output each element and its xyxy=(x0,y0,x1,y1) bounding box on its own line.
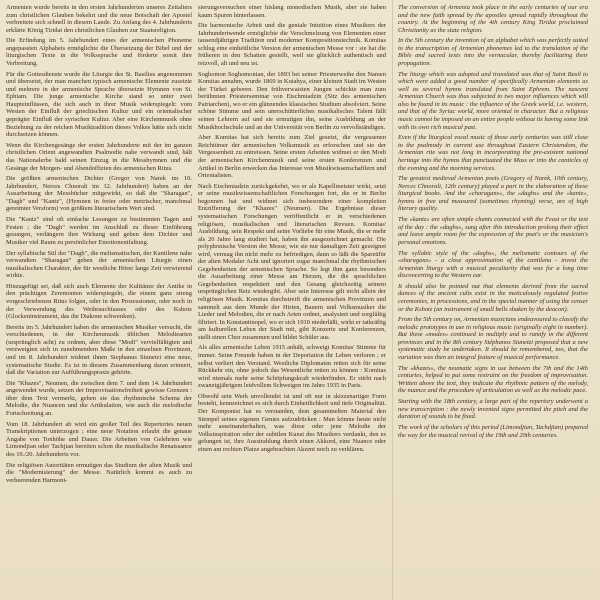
english-text-column-right xyxy=(398,4,588,598)
german-text-column-left xyxy=(6,4,192,598)
paragraph: It should also be pointed out that elements derived from the sacred dances of the ancient cults exist in the meticulously regulated festive ceremonies, in processions, and in the special manner of using the censer or the Kshotz (an instrument of small bells shaken by the deacon). xyxy=(398,282,588,313)
paragraph: Die Erfindung im 5. Jahrhundert eines der armenischen Phoneme angepassten Alphabets ermöglichte die Übersetzung der Bibel und der liturgischen Texte in die Volkssprache und förderte somit ihre Verbreitung. xyxy=(6,37,192,68)
paragraph: Die größten armenischen Dichter (Gregor von Narek im 10. Jahrhundert, Nerces Chnorali im 12. Jahrhundert) haben an der Ausarbeitung der Messbücher mitgewirkt, so daß die "Sharagan", "Dagh" und "Kantz", (Hymnen in freier oder metrischer, manchmal gereimter Versform) von größtem literarischem Wert sind. xyxy=(6,175,192,213)
paragraph: The «khazes», the neumatic signs in use between the 7th and the 14th centuries, helped to put some restraint on the freedom of improvisation. Written above the text, they indicate the rhythmic pattern of the melody, the nuance and the procedure of articulation as well as the melodic pace. xyxy=(398,364,588,395)
paragraph: In the 5th century the invention of an alphabet which was perfectly suited to the transcription of Armenian phonemes led to the translation of the Bible and sacred texts into the vernacular, thereby facilitating their propagation. xyxy=(398,37,588,68)
paragraph: Obwohl sein Werk unvollendet ist und oft nur in skizzenartiger Form besteht, kennzeichnet es sich durch Einheitlichkeit und tiefe Originalität. Der Komponist hat es verstanden, dem gesammelten Material den Stempel seines eigenen Genies aufzudrücken : Man könnte heute nicht mehr auseinanderhalten, was diese oder jene Melodie der Volksinspiration oder der subtilen Kunst des Musikers verdankt, den es gelungen ist, ihre Ausstrahlung durch einen Akkord, eine Nuance oder einen am rechten Platze angebrachten Akzent noch zu verklären. xyxy=(198,392,386,453)
paragraph: The greatest medieval Armenian poets (Gregory of Narek, 10th century, Nerces Chnorali, 12th century) played a part in the elaboration of these liturgical books. And the «charagans», the «daghs» and the «kantz», hymns in free and measured (sometimes rhyming) verse, are of high literary quality. xyxy=(398,175,588,213)
paragraph: Hinzugefügt sei, daß sich auch Elemente der Kulttänze der Antike in den prächtigen Zeremonien widerspiegeln, die einem ganz streng vorgeschriebenen Ritus folgen, oder in den Prozessionen, oder noch in der Verwendung des Weihrauchfasses oder des Kshotz (Glockeninstrument, das die Diakone schwenken). xyxy=(6,282,192,321)
paragraph: The work of the scholars of this period (Limondjian, Tachdjian) prepared the way for the musical revival of the 19th and 20th centuries. xyxy=(398,423,588,439)
paragraph: Even if the liturgical vocal music of those early centuries was still close to the psalmody in current use throughout Eastern Christendom, the Armenian rite was not long in incorporating the pre-existent national heritage into the hymns that punctuated the Mass or into the canticles of the evening and the morning services. xyxy=(398,134,588,172)
paragraph: The syllabic style of the «daghs», the melismatic contours of the «sharagans» - a close approximation of the cantilena - invest the Armenian liturgy with a musical peculiarity that was for a long time disconcerting to the Western ear. xyxy=(398,249,588,280)
paragraph: Die religiösen Autoritäten ermutigen das Studium der alten Musik und die "Modernisierung" der Messe. Natürlich kommt es auch zu verheerenden Harmoni- xyxy=(6,461,192,484)
paragraph: The conversion of Armenia took place in the early centuries of our era and the new faith spread by the apostles spread rapidly throughout the country. At the beginning of the 4th century King Tiridat proclaimed Christianity as the state religion. xyxy=(398,4,588,34)
paragraph: Starting with the 18th century, a large part of the repertory underwent a new transcription : the newly invented signs permitted the pitch and the duration of sounds to be fixed. xyxy=(398,398,588,421)
paragraph: Wenn die Kirchengesänge der ersten Jahrhunderte mit der im ganzen christlichen Orient angewandten Psalmodie nahe verwandt sind, hält das Nationalerbe bald seinen Einzug in die Messhymnen und die Gesänge der Morgen- und Abendoffizien des armenischen Ritus. xyxy=(6,141,192,172)
paragraph: From the 5th century on, Armenian musicians endeavoured to classify the melodic prototypes in use in religious music (originally eight in number). But these «modes» continued to multiply and to ramify in the different provinces and in the 8th century Stéphanos Siunetzi proposed that a new systematic study be undertaken. It should be remembered, too, that the variation was then an integral feature of musical performance. xyxy=(398,316,588,362)
paragraph: Bereits im 5. Jahrhundert haben die armenischen Musiker versucht, die verschiedenen, in der Kirchenmusik üblichen Melodiearten (ursprünglich acht) zu ordnen, aber diese "Modi" vervielfältigten und verzweigten sich in zunehmendem Maße in den einzelnen Provinzen, und im 8. Jahrhundert widmet ihnen Stephanus Siunetzi eine neue, systematische Studie. Es ist in diesem Zusammenhang daran erinnert, daß die Variation zur Aufführungspraxis gehörte. xyxy=(6,323,192,377)
paragraph: Als alles armenische Leben 1915 anhält, schweigt Komitas' Stimme für immer. Seine Freunde haben in der Deportation ihr Leben verloren ; er selbst verliert den Verstand. Westliche Diplomaten retten sich für seine Rückkehr ein, ohne jedoch das Wesentliche retten zu können : Komitas wird niemals mehr seine Schöpfungskraft wiederfinden. Er stirbt nach zwanzigjährigem leidvollem Schweigen im Jahre 1935 in Paris. xyxy=(198,344,386,390)
paragraph: The liturgy which was adopted and translated was that of Saint Basil to which were added a good number of specifically Armenian elements as well as several hymns translated from Saint Ephrem. The nascent Armenian Church was thus subjected to two major influences which will also be found in its music : the influence of the Greek world, i.e. western, and that of the Syriac world, more oriental in character. But a religious music cannot be imposed on an entire people without its having some link with its own rich musical past. xyxy=(398,70,588,131)
german-text-column-middle xyxy=(198,4,386,598)
paragraph: Der syllabische Stil der "Dagh", die melismatischen, der Kantilene nahe verwandten "Sharagan" geben der armenischen Liturgie einen musikalischen Charakter, der für westliche Hörer lange Zeit verwierend wirkte. xyxy=(6,249,192,280)
paragraph: Vom 18. Jahrhundert ab wird ein großer Teil des Repertories neuen Transkriptionen unterzogen ; eine neue Notation erlaubt die genaue Angabe von Tonhöhe und Dauer. Die Arbeiten von Gelehrten wie Limondjian oder Tachjian bereiten schon die musikalische Renaissance des 19./20. Jahrhunderts vor. xyxy=(6,420,192,458)
column-divider xyxy=(392,0,393,600)
paragraph: Die "Kantz" sind oft einfache Lesungen zu bestimmten Tagen und Festen ; die "Dagh" werden im Anschluß zu dieser Einführung gesungen, verlängern ihre Wirkung und geben dem Dichter und Musiker viel Raum zu persönlicher Emotionentfaltung. xyxy=(6,216,192,246)
paragraph: Soghomon Soghomonian, der 1893 bei seiner Priesterweihe den Namen Komitas annahm, wurde 1869 in Kutahya, einer kleinen Stadt im Westen der Türkei geboren. Den frühverwaisten Jungen schickte man zum berühmten Priesterseminar von Etschmiadzin (Sitz des armenischen Patriarchen), wo er ein glänzendes klassisches Studium absolviert. Seine schöne Stimme und sein unerschütterliches musikalisches Talent fällt seinen Lehrern auf und sie ermutigen ihn, seine Ausbildung an der Musikhochschule und an der Universität von Berlin zu vervollständigen. xyxy=(198,70,386,131)
paragraph: Aber Komitas hat sich bereits zum Ziel gesetzt, die vergessenen Reichtümer der armenischen Volksmusik zu erforschen und sie der Vergessenheit zu entreissen. Seine ersten Arbeiten widmet er den Modi der armenischen Kirchenmusik und seine ersten Konferenzen und Artikel in Berlin erwecken das Interesse von Musikwissenschaftlern und Orientalisten. xyxy=(198,134,386,180)
paragraph: Die "Khazes", Neumen, die zwischen dem 7. und dem 14. Jahrhundert angewendet wurde, setzen der Improvisationsfreiheit gewisse Grenzen : über dem Text vermerkt, geben sie das rhythmische Schema der Melodie, die Nuancen und die Artikulation, wie auch die melodische Fortschreitung an. xyxy=(6,379,192,418)
paragraph: The «kantz» are often simple chants connected with the Feast or the text of the day : the «daghs», sung after this introduction prolong their effect and leave ample room for the expression of the poet's or the musician's personal emotions. xyxy=(398,216,588,246)
paragraph: Die harmonische Arbeit und die geniale Intuition eines Musikers der Jahrhundertwende ermöglichte die Verschmelzung von Elementen einer tausendjährigen Tradition und moderner Kompositionstechnik. Komitas schlug eine einheitliche Version der armenischen Messe vor : sie hat die früheren in den Schatten gestellt, weil sie glücklich authentisch und reizvoll, alt und neu ist. xyxy=(198,22,386,68)
paragraph: sierungsversuchen einer hislang monodischen Musik, aber sie haben kaum Spuren hinterlassen. xyxy=(198,4,386,19)
paragraph: Nach Etschmiadzin zurückgekehrt, wo er als Kapellmeister wirkt, setzt er seine musikwissenschaftlichen Forschungen fort, die er in Berlin begonnen hat und widmet sich insbesondere einer kompletten Entzifferung der "Khazes" (Neumen). Die Ergebnisse dieser systematischen Forschungen veröffentlicht er in verschiedenen religiösen, musikalischen und literarischen Revuen. Komitas' Ausbildung, sein Respekt und seine Vorliebe für eine Musik, die er mehr als 20 Jahre lang studiert hat, haben ihn ausgezeichnet gemacht. Die polyphonische Version der Messe, wie sie nur damaligen Zeit gezeignet wird, vermag ihn nicht mehr zu befriedigen, dann so läßt die Sparzüfür der alten Modaler Acht und ignoriert sogar manchmal die rhythmischen Gegebenheiten der armenischen Sprache. So legt ihm ganz besonders die Ausarbeitung einer Messe am Herzen, die die sprachlichen Gegebenheiten respektiert und den Gesang gleichzeitig seinem ursprünglichen Reiz wiedergibt. Aber sein Interesse gilt nicht allein der religiösen Musik. Komitas durchstreift die armenischen Provinzen und sammelt aus dem Munde der Hirten, Bauern und Volksmusiker die Lieder und Melodien, die er nach Arten ordnet, analysiert und sorgfältig filtriert. In Konstantinopel, wo er sich 1910 niederläßt, wirkt er tatkräftig am kulturellen Leben der Stadt mit, gibt Konzerte und Konferenzen, stellt einen Chor zusammen und bildet Schüler aus. xyxy=(198,182,386,341)
paragraph: Armenien wurde bereits in den ersten Jahrhunderten unseres Zeitalters zum christlichen Glauben bekehrt und die neue Botschaft der Apostel verbreitete sich schnell in diesem Lande. Zu Anfang des 4. Jahrhunderts erklärte König Tiridat den christlichen Glauben zur Staatsreligion. xyxy=(6,4,192,34)
paragraph: Für die Gottesdienste wurde die Liturgie des St. Basilius angenommen und übersetzt, der man manchen typisch armenische Elemente zusetzte und mehrere in der armenische Sprache übersetzte Hymnen von St. Ephiam. Die junge armenische Kirche stand so unter zwei Haupteinflüssen, die sich auch in ihrer Musik widerspiegelt: vom Westen der Einfluß der griechischen Kultur und ein orientalischer geprägter Einfluß der syrischen Kultur. Aber eine Kirchenmusik ohne Beziehung zu der reichen Musiktradition dieses Volkes hätte sich nicht durchsetzen können. xyxy=(6,70,192,139)
